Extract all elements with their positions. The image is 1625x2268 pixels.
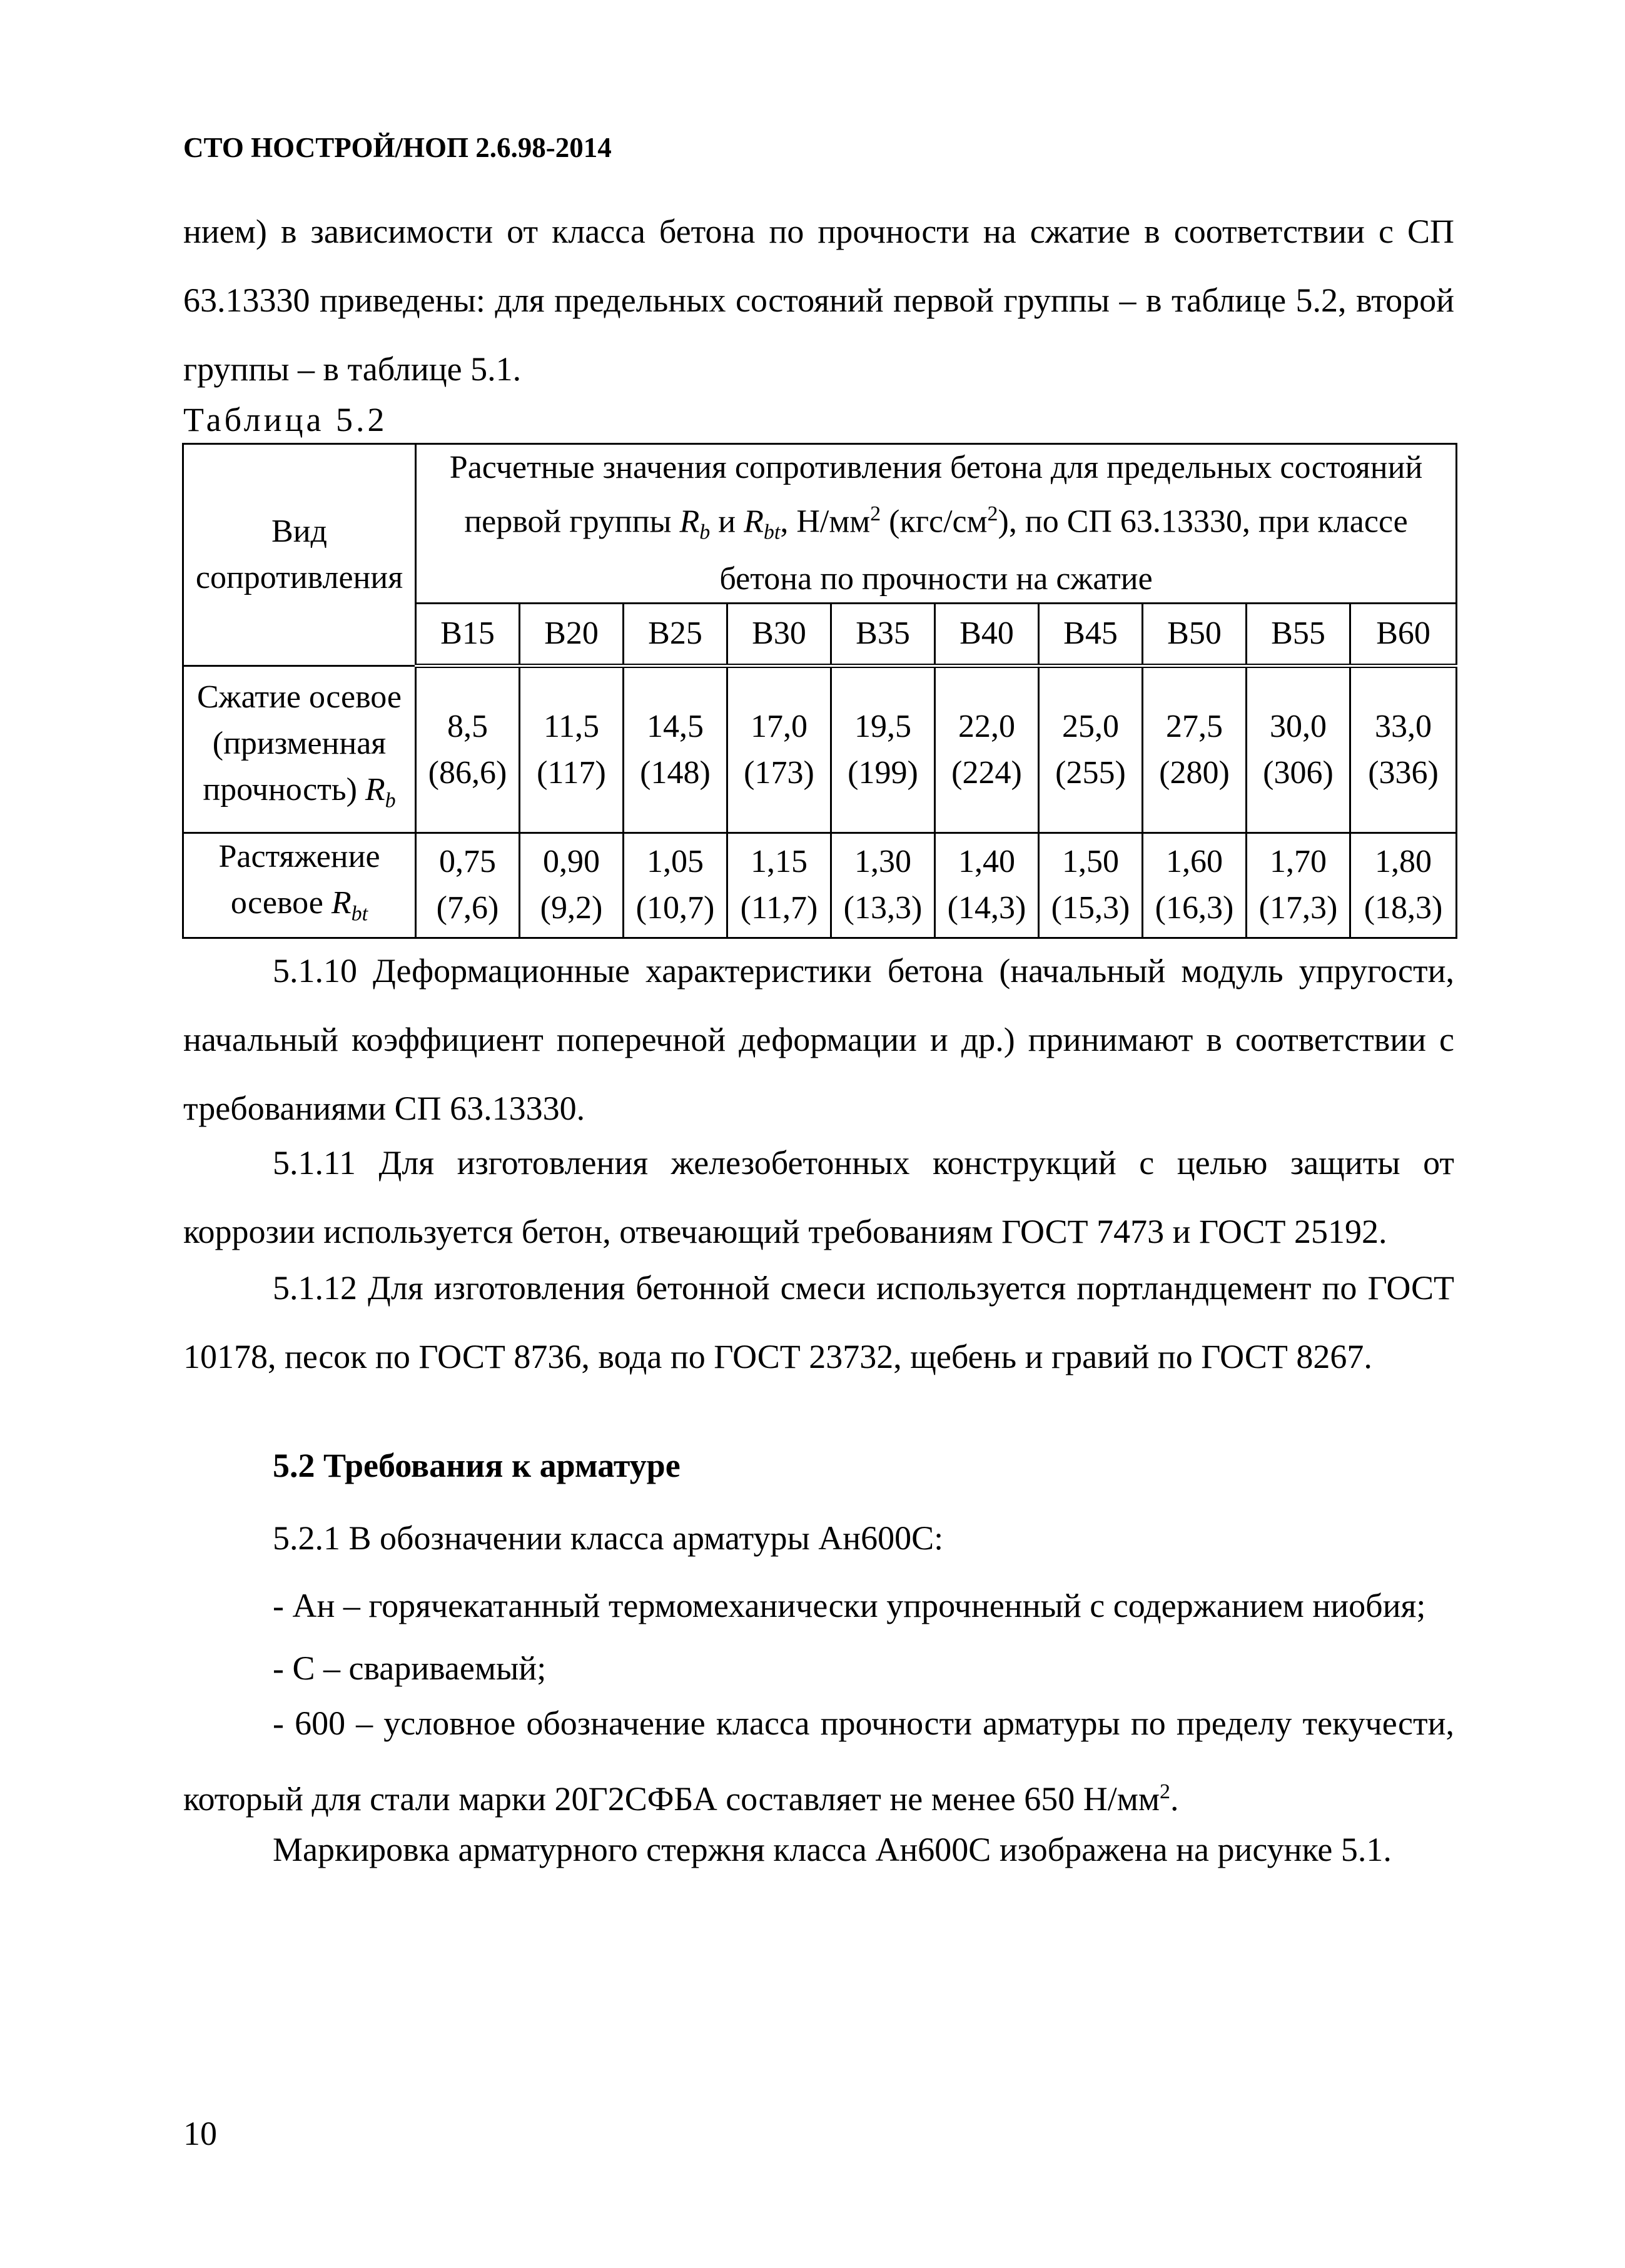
value-cell: 27,5 (280) <box>1143 666 1247 833</box>
value-cell: 0,90 (9,2) <box>520 833 624 938</box>
class-cell: В55 <box>1247 603 1350 666</box>
value-cell: 1,80 (18,3) <box>1350 833 1457 938</box>
table-row-tension <box>183 833 1457 938</box>
row-label-compression: Сжатие осевое (призменная прочность) $R_b$ <box>183 666 416 833</box>
paragraph-5-1-10: 5.1.10 Деформационные характеристики бетона (начальный модуль упругости, начальный коэффициент поперечной деформации и др.) принимают в соответствии с требованиями СП 63.13330. <box>183 952 1454 1127</box>
list-item-600: - 600 – условное обозначение класса прочности арматуры по пределу текучести, который для стали марки 20Г2СФБА составляет не менее 650 $Н/мм^2$. <box>183 1704 1454 1818</box>
resistance-type-header: Вид сопротивления <box>183 444 416 666</box>
value-cell: 25,0 (255) <box>1039 666 1143 833</box>
class-cell: В35 <box>831 603 935 666</box>
header-text-part1: Расчетные значения сопротивления бетона для предельных состояний первой группы <box>449 450 1423 540</box>
intro-paragraph: нием) в зависимости от класса бетона по прочности на сжатие в соответствии с СП 63.13330 приведены: для предельных состояний первой группы – в таблице 5.2, второй группы – в таблице 5.1. <box>183 213 1454 388</box>
value-cell: 19,5 (199) <box>831 666 935 833</box>
value-cell: 8,5 (86,6) <box>416 666 520 833</box>
value-cell: 1,50 (15,3) <box>1039 833 1143 938</box>
header-and: и <box>710 504 744 540</box>
symbol-r: R <box>679 504 700 540</box>
class-cell: В15 <box>416 603 520 666</box>
class-cell: В45 <box>1039 603 1143 666</box>
section-title: 5.2 Требования к арматуре <box>273 1447 681 1484</box>
class-cell: В30 <box>727 603 831 666</box>
header-sup2: 2 <box>987 502 998 525</box>
value-cell: 11,5 (117) <box>520 666 624 833</box>
header-text-part3: (кгс/см <box>881 504 988 540</box>
paragraph-5-2-1: 5.2.1 В обозначении класса арматуры Ан600С: <box>273 1519 944 1557</box>
class-cell: В20 <box>520 603 624 666</box>
value-cell: 1,70 (17,3) <box>1247 833 1350 938</box>
class-cell: В25 <box>624 603 727 666</box>
table-caption: Таблица 5.2 <box>183 401 388 438</box>
value-cell: 1,15 (11,7) <box>727 833 831 938</box>
row-label-tension: Растяжение осевое $R_{bt}$ <box>183 833 416 938</box>
value-cell: 33,0 (336) <box>1350 666 1457 833</box>
symbol-rbt: R <box>744 504 764 540</box>
paragraph-5-1-12: 5.1.12 Для изготовления бетонной смеси используется портландцемент по ГОСТ 10178, песок по ГОСТ 8736, вода по ГОСТ 23732, щебень и гравий по ГОСТ 8267. <box>183 1269 1454 1375</box>
marking-paragraph: Маркировка арматурного стержня класса Ан600С изображена на рисунке 5.1. <box>273 1831 1392 1868</box>
header-text-part4: ), по СП 63.13330, при классе бетона по прочности на сжатие <box>719 504 1408 597</box>
value-cell: 22,0 (224) <box>935 666 1039 833</box>
value-cell: 1,05 (10,7) <box>624 833 727 938</box>
document-code-header: СТО НОСТРОЙ/НОП 2.6.98-2014 <box>183 132 612 163</box>
value-cell: 1,40 (14,3) <box>935 833 1039 938</box>
value-cell: 1,60 (16,3) <box>1143 833 1247 938</box>
value-cell: 14,5 (148) <box>624 666 727 833</box>
list-item-an: - Ан – горячекатанный термомеханически упрочненный с содержанием ниобия; <box>273 1587 1426 1624</box>
page-number: 10 <box>183 2115 217 2152</box>
symbol-r-sub: b <box>699 520 711 544</box>
value-cell: 17,0 (173) <box>727 666 831 833</box>
class-cell: В40 <box>935 603 1039 666</box>
header-text-part2: , Н/мм <box>780 504 871 540</box>
symbol-rbt-sub: bt <box>763 520 781 544</box>
class-cell: В60 <box>1350 603 1457 666</box>
list-item-c: - С – свариваемый; <box>273 1649 547 1687</box>
table-row-compression <box>183 666 1457 833</box>
paragraph-5-1-11: 5.1.11 Для изготовления железобетонных конструкций с целью защиты от коррозии используется бетон, отвечающий требованиям ГОСТ 7473 и ГОСТ 25192. <box>183 1144 1454 1250</box>
value-cell: 30,0 (306) <box>1247 666 1350 833</box>
value-cell: 0,75 (7,6) <box>416 833 520 938</box>
design-values-header <box>416 444 1457 604</box>
table-header-row <box>183 444 1457 604</box>
value-cell: 1,30 (13,3) <box>831 833 935 938</box>
concrete-resistance-table <box>182 443 1457 939</box>
header-sup1: 2 <box>870 502 881 525</box>
class-cell: В50 <box>1143 603 1247 666</box>
